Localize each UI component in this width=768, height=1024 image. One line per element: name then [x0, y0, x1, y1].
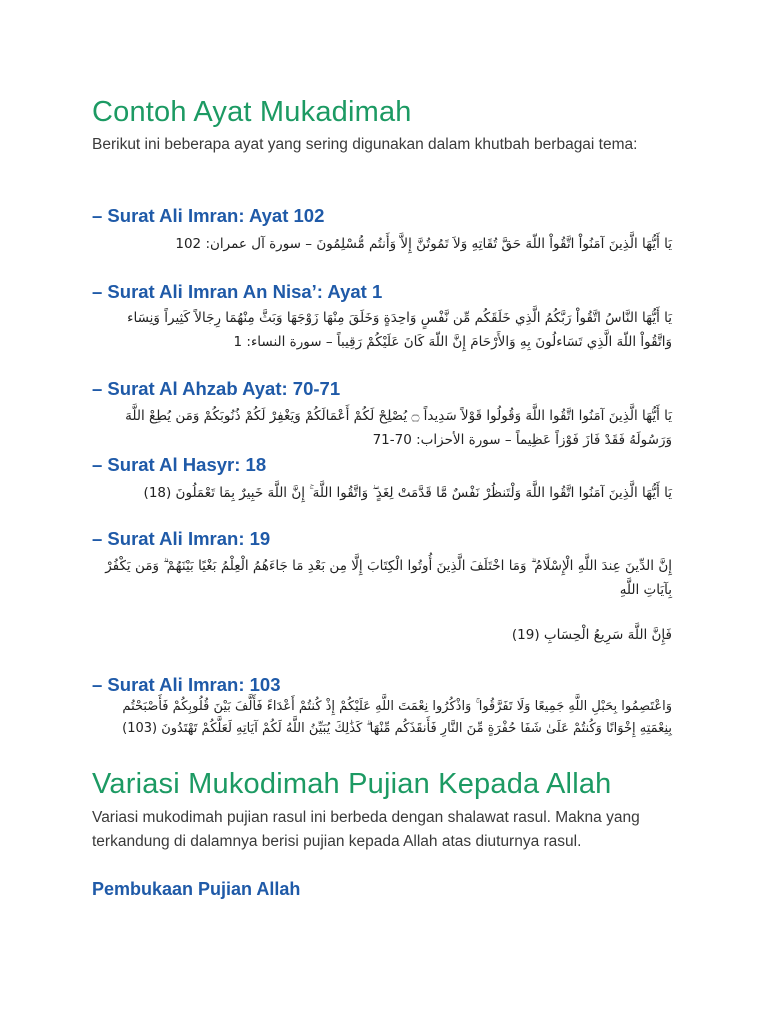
arabic-verse-al-ahzab-70-71: يَا أَيُّهَا الَّذِينَ آمَنُوا اتَّقُوا اللَّهَ وَقُولُوا قَوْلاً سَدِيداً ۝ يُصْلِحْ لَكُمْ أَعْمَالَكُمْ وَيَغْفِرْ لَكُمْ ذُنُوبَكُمْ وَمَن يُطِعْ اللَّهَ وَرَسُولَهُ فَقَدْ فَازَ فَوْزاً عَظِيماً – سورة الأحزاب: 70-71 — [125, 408, 672, 448]
section-title-ali-imran-102: – Surat Ali Imran: Ayat 102 — [92, 205, 325, 226]
arabic-verse-an-nisa-1: يَا أَيُّهَا النَّاسُ اتَّقُواْ رَبَّكُمُ الَّذِي خَلَقَكُم مِّن نَّفْسٍ وَاحِدَةٍ وَخَلَقَ مِنْهَا زَوْجَهَا وَبَثَّ مِنْهُمَا رِجَالاً كَثِيراً وَنِسَاء وَاتَّقُواْ اللّهَ الَّذِي تَسَاءلُونَ بِهِ وَالأَرْحَامَ إِنَّ اللّهَ كَانَ عَلَيْكُمْ رَقِيباً – سورة النساء: 1 — [127, 310, 672, 350]
section-title-ali-imran-103: – Surat Ali Imran: 103 — [92, 674, 281, 695]
arabic-verse-ali-imran-19: إِنَّ الدِّينَ عِندَ اللَّهِ الْإِسْلَامُ ۗ وَمَا اخْتَلَفَ الَّذِينَ أُوتُوا الْكِتَابَ إِلَّا مِن بَعْدِ مَا جَاءَهُمُ الْعِلْمُ بَغْيًا بَيْنَهُمْ ۗ وَمَن يَكْفُرْ بِآيَاتِ اللَّهِ — [105, 558, 672, 598]
arabic-verse-ali-imran-103: وَاعْتَصِمُوا بِحَبْلِ اللَّهِ جَمِيعًا وَلَا تَفَرَّقُوا ۚ وَاذْكُرُوا نِعْمَتَ اللَّهِ عَلَيْكُمْ إِذْ كُنتُمْ أَعْدَاءً فَأَلَّفَ بَيْنَ قُلُوبِكُمْ فَأَصْبَحْتُم بِنِعْمَتِهِ إِخْوَانًا وَكُنتُمْ عَلَىٰ شَفَا حُفْرَةٍ مِّنَ النَّارِ فَأَنقَذَكُم مِّنْهَا ۗ كَذَٰلِكَ يُبَيِّنُ اللَّهُ لَكُمْ آيَاتِهِ لَعَلَّكُمْ تَهْتَدُونَ (103) — [122, 699, 672, 736]
variasi-paragraph: Variasi mukodimah pujian rasul ini berbeda dengan shalawat rasul. Makna yang terkandung di dalamnya berisi pujian kepada Allah atas diuturnya rasul. — [92, 809, 640, 850]
arabic-verse-ali-imran-102: يَا أَيُّهَا الَّذِينَ آمَنُواْ اتَّقُواْ اللّهَ حَقَّ تُقَاتِهِ وَلاَ تَمُوتُنَّ إِلاَّ وَأَنتُم مُّسْلِمُونَ – سورة آل عمران: 102 — [175, 236, 672, 252]
section-title-an-nisa-1: – Surat Ali Imran An Nisa’: Ayat 1 — [92, 281, 383, 302]
section-title-ali-imran-19: – Surat Ali Imran: 19 — [92, 528, 271, 549]
arabic-verse-al-hasyr-18: يَا أَيُّهَا الَّذِينَ آمَنُوا اتَّقُوا اللَّهَ وَلْتَنظُرْ نَفْسٌ مَّا قَدَّمَتْ لِغَدٍ ۖ وَاتَّقُوا اللَّهَ ۚ إِنَّ اللَّهَ خَبِيرٌ بِمَا تَعْمَلُونَ (18) — [143, 485, 672, 501]
section-heading-variasi: Variasi Mukodimah Pujian Kepada Allah — [92, 768, 612, 800]
section-title-al-ahzab-70-71: – Surat Al Ahzab Ayat: 70-71 — [92, 378, 341, 399]
section-title-al-hasyr-18: – Surat Al Hasyr: 18 — [92, 454, 267, 475]
arabic-verse-ali-imran-19-end: فَإِنَّ اللَّهَ سَرِيعُ الْحِسَابِ (19) — [511, 627, 672, 643]
intro-paragraph: Berikut ini beberapa ayat yang sering digunakan dalam khutbah berbagai tema: — [92, 136, 638, 153]
page-title: Contoh Ayat Mukadimah — [92, 96, 412, 128]
subheading-pembukaan: Pembukaan Pujian Allah — [92, 879, 301, 899]
